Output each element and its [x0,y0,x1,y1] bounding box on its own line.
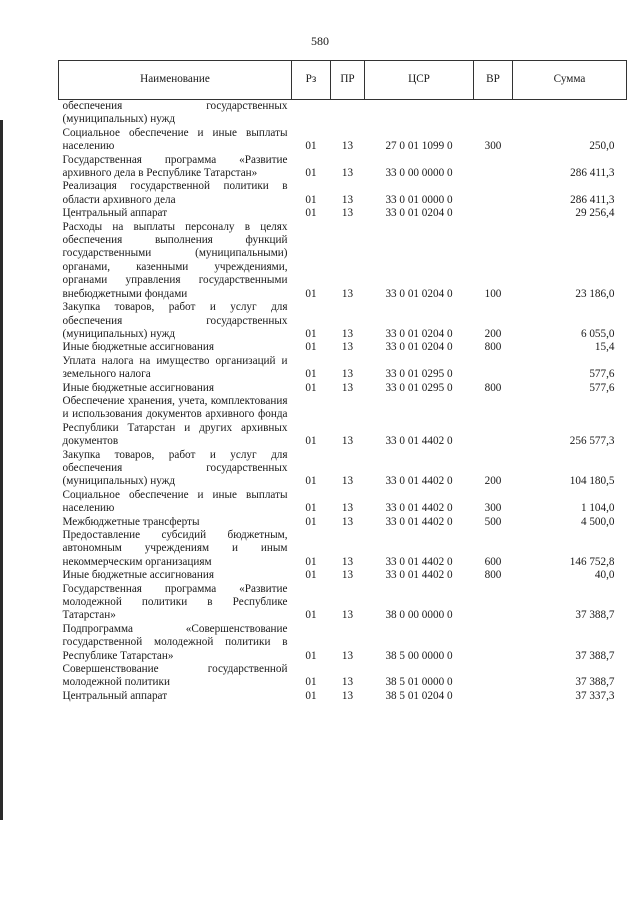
cell-vr [474,355,513,382]
cell-name: Социальное обеспечение и иные выплаты населению [62,126,288,153]
cell-pr: 13 [341,515,354,528]
cell-sum: 6 055,0 [580,327,615,340]
table-row [59,180,627,207]
cell-csr: 27 0 01 1099 0 [385,140,453,153]
cell-rz: 01 [305,676,317,689]
cell-name: Центральный аппарат [62,689,168,702]
cell-name: Центральный аппарат [62,207,168,220]
cell-sum: 37 388,7 [575,676,615,689]
cell-name: Совершенствование государственной молодежной политики [62,663,288,689]
cell-name: Закупка товаров, работ и услуг для обеспечения государственных (муниципальных) нужд [62,448,288,488]
cell-rz: 01 [305,341,317,354]
header-name: Наименование [59,61,292,100]
cell-sum: 23 186,0 [575,287,615,300]
cell-pr: 13 [341,689,354,702]
cell-sum: 40,0 [594,569,615,582]
cell-rz: 01 [305,649,317,662]
cell-pr: 13 [341,676,354,689]
page-number: 580 [311,34,329,48]
cell-name: Государственная программа «Развитие молодежной политики в Республике Татарстан» [62,582,288,622]
header-pr: ПР [331,61,365,100]
cell-pr: 13 [341,140,354,153]
cell-rz: 01 [305,193,317,206]
cell-name: обеспечения государственных (муниципальных) нужд [62,100,288,126]
cell-rz: 01 [305,502,317,515]
cell-vr: 300 [484,140,502,153]
cell-rz: 01 [305,609,317,622]
cell-rz: 01 [305,689,317,702]
cell-sum: 29 256,4 [575,207,615,220]
cell-csr: 33 0 01 4402 0 [385,515,453,528]
cell-vr [474,583,513,623]
cell-sum: 256 577,3 [569,435,615,448]
cell-sum: 4 500,0 [580,515,615,528]
cell-vr [474,395,513,449]
cell-vr [474,100,513,127]
cell-sum: 1 104,0 [580,502,615,515]
cell-name: Предоставление субсидий бюджетным, автономным учреждениям и иным некоммерческим организациям [62,529,288,568]
header-sum: Сумма [513,61,627,100]
table-row [59,301,627,341]
cell-vr [474,623,513,663]
cell-vr: 800 [484,341,502,354]
table-row [59,100,627,127]
header-row [59,61,627,100]
cell-vr: 600 [484,555,502,568]
table-row [59,690,627,703]
cell-csr: 38 5 01 0204 0 [385,689,453,702]
table-row [59,529,627,569]
cell-csr: 38 5 00 0000 0 [385,649,453,662]
cell-sum: 577,6 [589,381,615,394]
table-row [59,623,627,663]
cell-pr: 13 [341,368,354,381]
header-csr: ЦСР [365,61,474,100]
cell-vr [474,690,513,703]
header-rz: Рз [292,61,331,100]
cell-sum: 146 752,8 [569,555,615,568]
cell-pr: 13 [341,207,354,220]
cell-name: Подпрограмма «Совершенствование государственной молодежной политики в Республике Татарстан» [62,622,288,662]
table-row [59,221,627,301]
cell-sum: 37 388,7 [575,649,615,662]
cell-rz: 01 [305,287,317,300]
cell-name: Уплата налога на имущество организаций и земельного налога [62,354,288,381]
cell-name: Расходы на выплаты персоналу в целях обеспечения выполнения функций государственными (муниципальными) органами, казенными учреждениями, органами управления государственными внебюджетными фондами [62,220,288,300]
table-row [59,489,627,516]
table-row [59,382,627,395]
cell-pr: 13 [341,649,354,662]
cell-vr: 800 [484,569,502,582]
cell-pr: 13 [341,381,354,394]
budget-table [58,60,627,703]
cell-vr: 200 [484,327,502,340]
cell-pr: 13 [341,193,354,206]
cell-rz [292,100,331,127]
cell-rz: 01 [305,368,317,381]
cell-pr [331,100,365,127]
cell-rz: 01 [305,515,317,528]
cell-rz: 01 [305,569,317,582]
cell-pr: 13 [341,167,354,180]
cell-pr: 13 [341,327,354,340]
table-header [59,61,627,100]
cell-name: Социальное обеспечение и иные выплаты населению [62,488,288,515]
cell-pr: 13 [341,287,354,300]
cell-vr: 300 [484,502,502,515]
table-row [59,154,627,181]
cell-name: Закупка товаров, работ и услуг для обеспечения государственных (муниципальных) нужд [62,301,288,340]
cell-vr [474,663,513,690]
cell-rz: 01 [305,435,317,448]
cell-pr: 13 [341,475,354,488]
cell-sum: 286 411,3 [570,193,615,206]
cell-pr: 13 [341,502,354,515]
cell-csr: 33 0 01 0204 0 [385,327,453,340]
header-vr: ВР [474,61,513,100]
cell-sum: 15,4 [594,341,615,354]
cell-sum: 577,6 [589,368,615,381]
cell-pr: 13 [341,569,354,582]
cell-sum: 250,0 [589,140,615,153]
cell-sum: 37 337,3 [575,689,615,702]
cell-pr: 13 [341,341,354,354]
cell-sum: 104 180,5 [569,475,615,488]
cell-rz: 01 [305,475,317,488]
scan-edge-line [0,120,3,820]
cell-csr: 38 5 01 0000 0 [385,676,453,689]
cell-name: Межбюджетные трансферты [62,515,200,528]
table-row [59,663,627,690]
cell-csr: 33 0 01 4402 0 [385,475,453,488]
cell-vr [474,180,513,207]
table-row [59,127,627,154]
cell-vr: 200 [484,475,502,488]
cell-csr: 33 0 01 4402 0 [385,555,453,568]
table-row [59,341,627,354]
cell-rz: 01 [305,555,317,568]
cell-csr: 33 0 01 0295 0 [385,381,453,394]
cell-name: Иные бюджетные ассигнования [62,341,214,354]
cell-vr: 500 [484,515,502,528]
cell-name: Иные бюджетные ассигнования [62,569,214,582]
cell-csr [365,100,474,127]
table-row [59,395,627,449]
cell-pr: 13 [341,555,354,568]
table-row [59,207,627,220]
cell-name: Иные бюджетные ассигнования [62,381,214,394]
cell-csr: 33 0 00 0000 0 [385,167,453,180]
table-row [59,516,627,529]
table-row [59,583,627,623]
cell-sum: 286 411,3 [570,167,615,180]
cell-name: Реализация государственной политики в области архивного дела [62,180,288,206]
cell-name: Обеспечение хранения, учета, комплектования и использования документов архивного фонда Республики Татарстан и других архивных документов [62,394,288,448]
cell-pr: 13 [341,609,354,622]
cell-vr: 800 [484,381,502,394]
cell-rz: 01 [305,140,317,153]
cell-vr: 100 [484,287,502,300]
table-body [59,100,627,704]
cell-csr: 33 0 01 0000 0 [385,193,453,206]
cell-rz: 01 [305,167,317,180]
cell-csr: 38 0 00 0000 0 [385,609,453,622]
cell-vr [474,207,513,220]
cell-csr: 33 0 01 0204 0 [385,287,453,300]
cell-csr: 33 0 01 4402 0 [385,569,453,582]
cell-csr: 33 0 01 4402 0 [385,435,453,448]
cell-pr: 13 [341,435,354,448]
table-row [59,569,627,582]
table-row [59,449,627,489]
table-row [59,355,627,382]
cell-sum: 37 388,7 [575,609,615,622]
cell-csr: 33 0 01 4402 0 [385,502,453,515]
cell-sum [513,100,627,127]
cell-csr: 33 0 01 0204 0 [385,207,453,220]
cell-name: Государственная программа «Развитие архивного дела в Республике Татарстан» [62,153,288,180]
cell-csr: 33 0 01 0204 0 [385,341,453,354]
cell-rz: 01 [305,207,317,220]
cell-vr [474,154,513,181]
cell-rz: 01 [305,381,317,394]
cell-csr: 33 0 01 0295 0 [385,368,453,381]
cell-rz: 01 [305,327,317,340]
